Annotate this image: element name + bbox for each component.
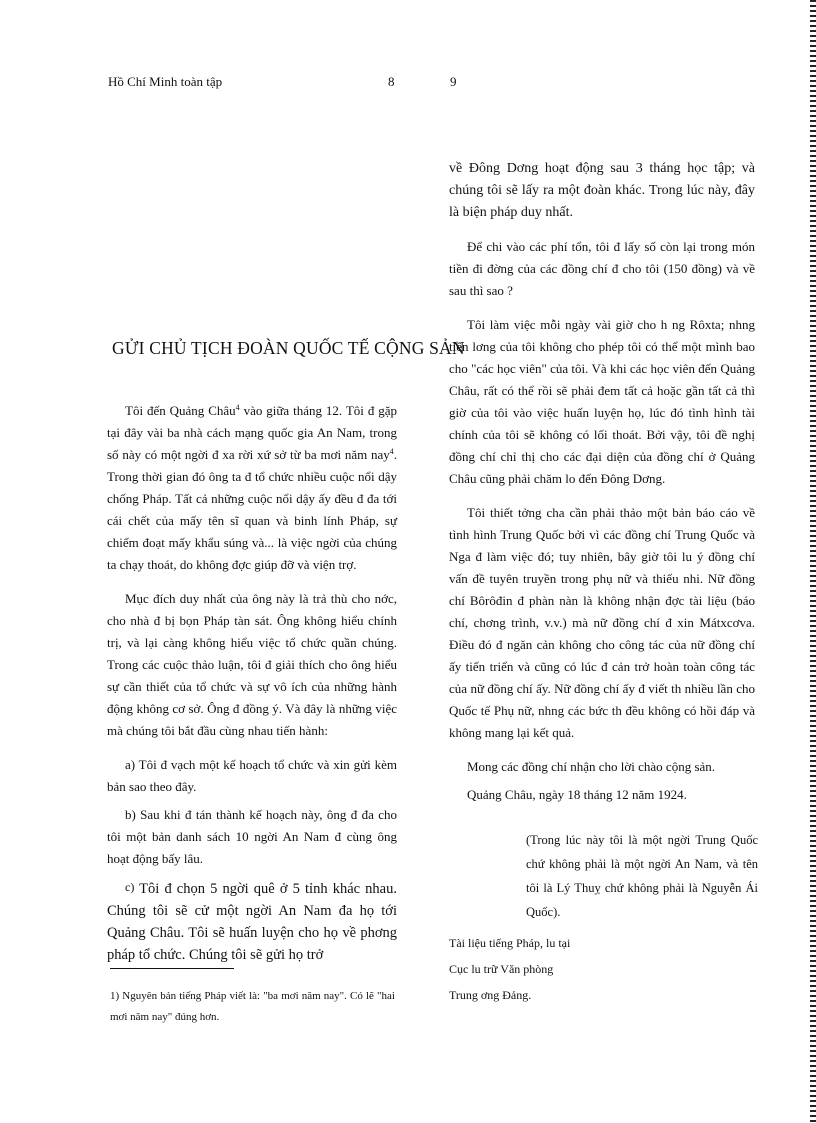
document-title: GỬI CHỦ TỊCH ĐOÀN QUỐC TẾ CỘNG SẢN bbox=[112, 338, 465, 358]
archive-line: Cục lu trữ Văn phòng bbox=[449, 962, 554, 976]
footnote-marker: 4 bbox=[235, 403, 240, 412]
running-head: Hồ Chí Minh toàn tập bbox=[108, 74, 223, 89]
date-line: Quảng Châu, ngày 18 tháng 12 năm 1924. bbox=[467, 787, 687, 802]
paragraph-item-a: a) Tôi đ vạch một kế hoạch tổ chức và xin gửi kèm bản sao theo đây. bbox=[107, 757, 397, 794]
paragraph-item-b: b) Sau khi đ tán thành kế hoạch này, ông đ đa cho tôi một bản danh sách 10 ngời An Nam đ cùng ông hoạt động bấy lâu. bbox=[107, 807, 397, 866]
footnote-marker: 4 bbox=[389, 447, 394, 456]
footnote-divider bbox=[110, 968, 234, 969]
footnote: 1) Nguyên bản tiếng Pháp viết là: "ba mơi năm nay". Có lẽ "hai mơi năm nay" đúng hơn. bbox=[110, 990, 395, 1023]
scan-edge bbox=[810, 0, 816, 1123]
archive-source bbox=[449, 930, 749, 1008]
right-body bbox=[449, 158, 755, 818]
paragraph-women-youth: Tôi thiết tởng cha cần phải thảo một bản báo cáo về tình hình Trung Quốc bởi vì các đồng chí Trung Quốc và Nga đ làm việc đó; tuy nhiên, bây giờ tôi lu ý đồng chí vấn đề tuyên truyền trong phụ nữ và thiếu nhi. Nữ đồng chí Bôrôđin đ phàn nàn là không nhận đợc tài liệu (báo chí, chơng trình, v.v.) mà nữ đồng chí đ xin Mátxcơva. Điều đó đ ngăn cản không cho công tác của nữ đồng chí ấy tiến triển và cũng có lúc đ cản trở hoàn toàn công tác của nữ đồng chí ấy. Nữ đồng chí ấy đ viết th nhiều lần cho Quốc tế Phụ nữ, nhng các bức th đều không có hồi đáp và không mang lại kết quả. bbox=[449, 505, 755, 740]
paragraph-2: Mục đích duy nhất của ông này là trả thù cho nớc, cho nhà đ bị bọn Pháp tàn sát. Ông không hiểu chính trị, và lại càng không hiểu việc tổ chức quần chúng. Trong các cuộc thảo luận, tôi đ giải thích cho ông hiểu sự cần thiết của tổ chức và sự vô ích của những hành động không cơ sở. Ông đ đồng ý. Và đây là những việc mà chúng tôi bắt đầu cùng nhau tiến hành: bbox=[107, 591, 397, 738]
parenthetical-note: (Trong lúc này tôi là một ngời Trung Quốc chứ không phải là một ngời An Nam, và tên tôi là Lý Thuỵ chứ không phải là Nguyễn Ái Quốc). bbox=[526, 833, 758, 919]
closing-greeting: Mong các đồng chí nhận cho lời chào cộng sản. bbox=[467, 759, 716, 774]
paragraph-expenses: Để chi vào các phí tổn, tôi đ lấy số còn lại trong món tiền đi đờng của các đồng chí đ cho tôi (150 đồng) và về sau thì sao ? bbox=[449, 239, 755, 298]
archive-line: Trung ơng Đảng. bbox=[449, 988, 532, 1002]
paragraph-1: Tôi đến Quảng Châu$^4$ vào giữa tháng 12. Tôi đ gặp tại đây vài ba nhà cách mạng quốc gia An Nam, trong số này có một ngời đ xa rời xứ sở từ ba mơi năm nay$^4$. Trong thời gian đó ông ta đ tổ chức nhiều cuộc nổi dậy chống Pháp. Tất cả những cuộc nổi dậy ấy đều đ đa tới cái chết của mấy tên sĩ quan và binh lính Pháp, sự chiếm đoạt mấy khẩu súng và... là việc ngời của chúng ta chạy thoát, do không đợc giúp đỡ và viện trợ. bbox=[107, 403, 397, 572]
left-body bbox=[107, 400, 397, 978]
archive-line: Tài liệu tiếng Pháp, lu tại bbox=[449, 936, 571, 950]
page-number-right: 9 bbox=[450, 74, 457, 89]
paragraph-item-c: c) Tôi đ chọn 5 ngời quê ở 5 tỉnh khác nhau. Chúng tôi sẽ cử một ngời An Nam đa họ tới Quảng Châu. Tôi sẽ huấn luyện cho họ về phơng pháp tổ chức. Chúng tôi sẽ gửi họ trở bbox=[107, 880, 397, 963]
paragraph-work: Tôi làm việc mỗi ngày vài giờ cho h ng Rôxta; nhng tiền lơng của tôi không cho phép tôi có thể một mình bao cho "các học viên" của tôi. Và khi các học viên đến Quảng Châu, rất có thể rồi sẽ phải đem tất cả hoặc gần tất cả thì giờ của tôi vào việc huấn luyện họ, lúc đó tình hình tài chính của tôi sẽ không có lối thoát. Bởi vậy, tôi đề nghị đồng chí chỉ thị cho các đại diện của đồng chí ở Quảng Châu cũng phải chăm lo đến Đông Dơng. bbox=[449, 317, 755, 486]
paragraph-continued: về Đông Dơng hoạt động sau 3 tháng học tập; và chúng tôi sẽ lấy ra một đoàn khác. Trong lúc này, đây là biện pháp duy nhất. bbox=[449, 161, 755, 220]
page-number-left: 8 bbox=[388, 74, 395, 89]
